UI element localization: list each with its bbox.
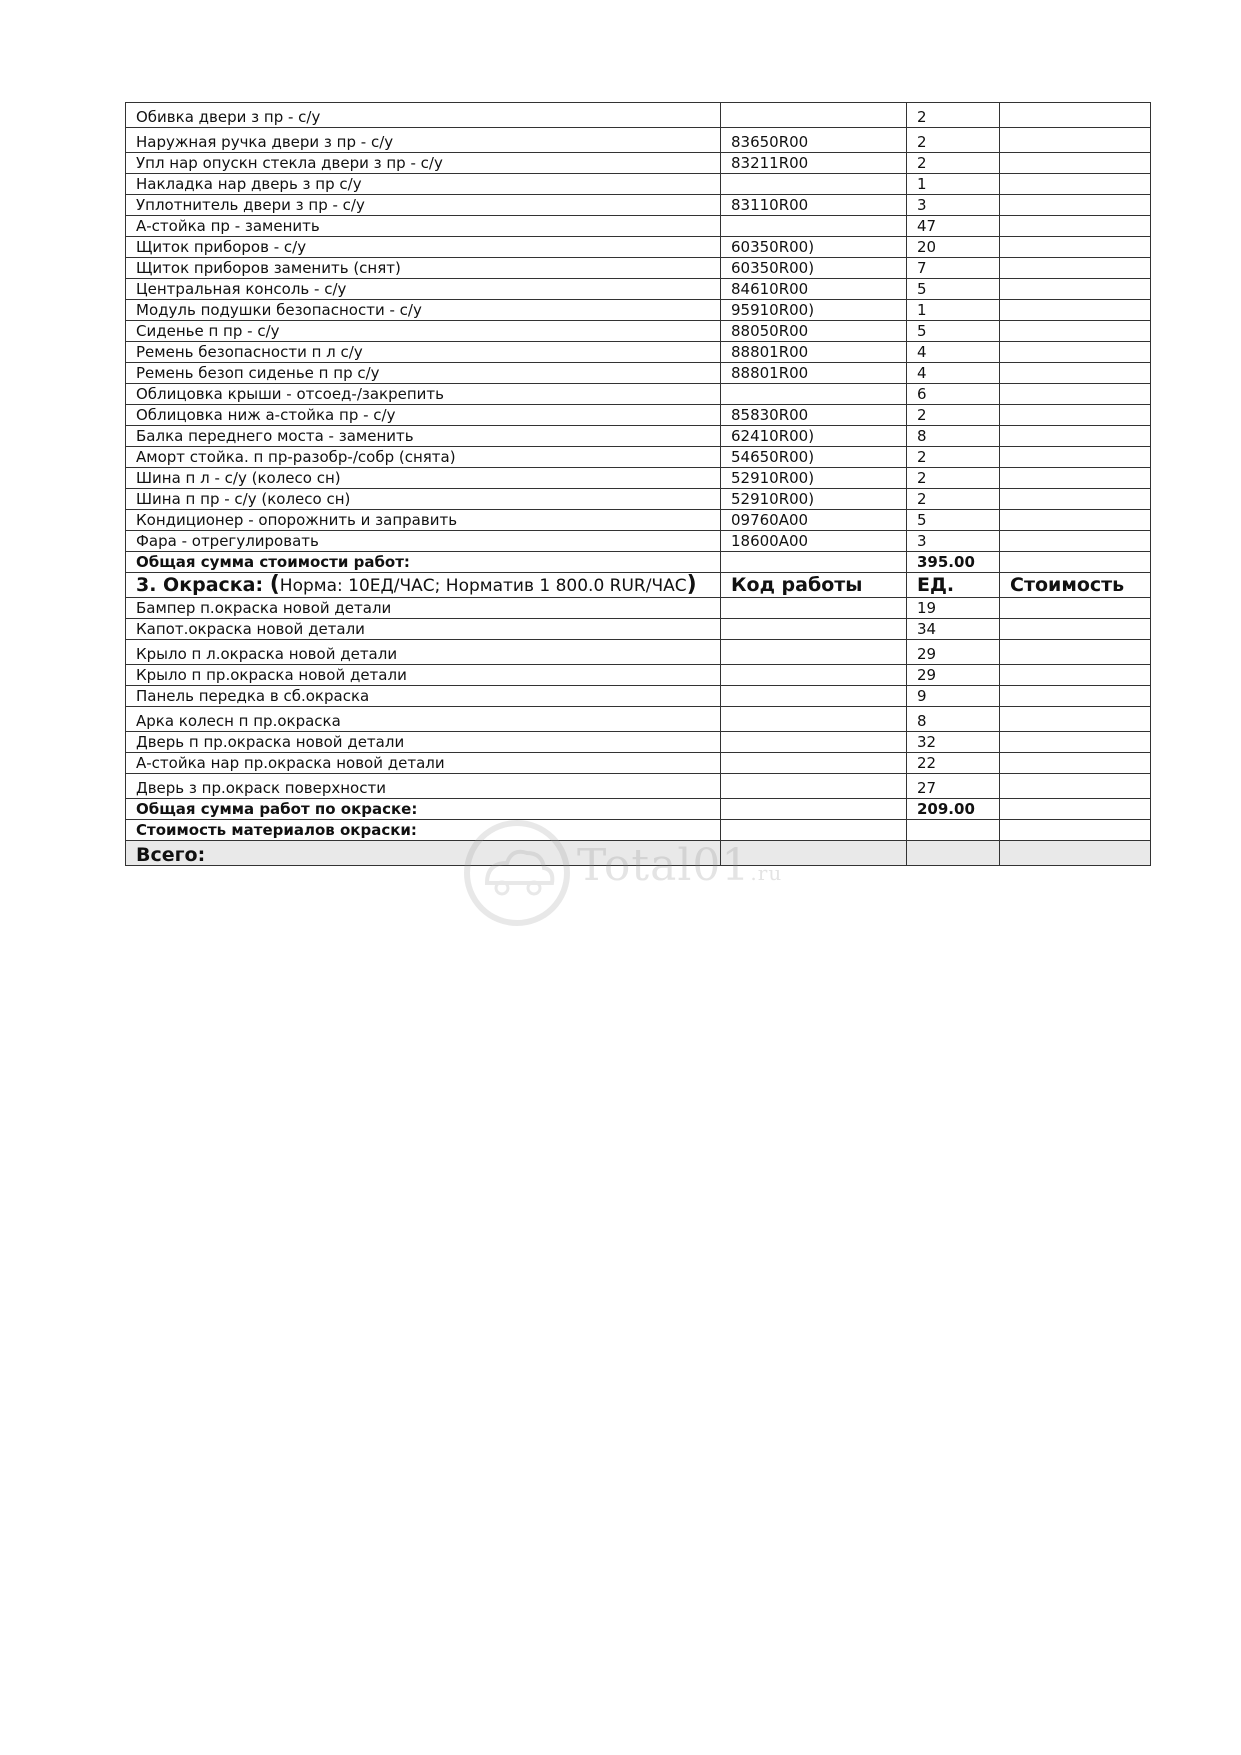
repair-total-value: 395.00 (907, 552, 1000, 573)
paint-units: 22 (907, 753, 1000, 774)
work-cost (1000, 321, 1151, 342)
work-cost (1000, 237, 1151, 258)
table-row (126, 258, 1151, 279)
table-row (126, 447, 1151, 468)
work-name: Шина п л - с/у (колесо сн) (126, 468, 721, 489)
table-row (126, 426, 1151, 447)
work-cost (1000, 531, 1151, 552)
work-units: 1 (907, 300, 1000, 321)
work-code: 88801R00 (721, 342, 907, 363)
work-cost (1000, 128, 1151, 153)
work-cost (1000, 510, 1151, 531)
table-row (126, 300, 1151, 321)
work-cost (1000, 279, 1151, 300)
grand-total-label: Всего: (126, 841, 721, 866)
work-code: 52910R00) (721, 468, 907, 489)
materials-label: Стоимость материалов окраски: (126, 820, 721, 841)
table-row (126, 732, 1151, 753)
table-row (126, 342, 1151, 363)
work-units: 2 (907, 405, 1000, 426)
work-cost (1000, 447, 1151, 468)
paint-section-title: 3. Окраска: (136, 573, 270, 596)
paint-name: Арка колесн п пр.окраска (126, 707, 721, 732)
work-name: Накладка нар дверь з пр с/у (126, 174, 721, 195)
work-cost (1000, 153, 1151, 174)
table-row (126, 195, 1151, 216)
materials-row (126, 820, 1151, 841)
work-cost (1000, 258, 1151, 279)
work-units: 5 (907, 510, 1000, 531)
work-units: 2 (907, 153, 1000, 174)
table-row (126, 321, 1151, 342)
table-row (126, 531, 1151, 552)
table-row (126, 279, 1151, 300)
paint-units: 32 (907, 732, 1000, 753)
table-row (126, 237, 1151, 258)
paren-close: ) (686, 572, 697, 597)
work-cost (1000, 384, 1151, 405)
table-row (126, 598, 1151, 619)
work-name: Фара - отрегулировать (126, 531, 721, 552)
repair-total-row (126, 552, 1151, 573)
work-code: 83110R00 (721, 195, 907, 216)
work-code: 85830R00 (721, 405, 907, 426)
paint-total-value: 209.00 (907, 799, 1000, 820)
table-row (126, 686, 1151, 707)
table-row (126, 405, 1151, 426)
paint-units: 8 (907, 707, 1000, 732)
work-name: Щиток приборов - с/у (126, 237, 721, 258)
work-units: 1 (907, 174, 1000, 195)
watermark-name: Total01 (577, 840, 751, 891)
work-cost (1000, 103, 1151, 128)
work-code (721, 174, 907, 195)
work-name: Аморт стойка. п пр-разобр-/собр (снята) (126, 447, 721, 468)
paint-units: 29 (907, 640, 1000, 665)
work-name: Облицовка крыши - отсоед-/закрепить (126, 384, 721, 405)
paint-section-header (126, 573, 1151, 598)
paint-name: Крыло п л.окраска новой детали (126, 640, 721, 665)
paint-units: 9 (907, 686, 1000, 707)
work-units: 2 (907, 489, 1000, 510)
work-units: 4 (907, 363, 1000, 384)
table-row (126, 665, 1151, 686)
work-units: 47 (907, 216, 1000, 237)
work-code: 95910R00) (721, 300, 907, 321)
paint-norm: Норма: 10ЕД/ЧАС; Норматив 1 800.0 RUR/ЧАС (279, 575, 687, 596)
work-cost (1000, 300, 1151, 321)
grand-total-row (126, 841, 1151, 866)
paint-units: 19 (907, 598, 1000, 619)
table-row (126, 468, 1151, 489)
work-units: 2 (907, 128, 1000, 153)
table-row (126, 174, 1151, 195)
paint-name: Бампер п.окраска новой детали (126, 598, 721, 619)
work-cost (1000, 342, 1151, 363)
watermark-suffix: .ru (750, 861, 783, 885)
table-row (126, 153, 1151, 174)
work-units: 3 (907, 195, 1000, 216)
paint-name: Дверь п пр.окраска новой детали (126, 732, 721, 753)
table-row (126, 640, 1151, 665)
work-units: 2 (907, 447, 1000, 468)
work-units: 2 (907, 468, 1000, 489)
work-name: А-стойка пр - заменить (126, 216, 721, 237)
work-units: 7 (907, 258, 1000, 279)
work-name: Упл нар опускн стекла двери з пр - с/у (126, 153, 721, 174)
work-cost (1000, 174, 1151, 195)
work-code: 62410R00) (721, 426, 907, 447)
work-cost (1000, 216, 1151, 237)
work-name: Центральная консоль - с/у (126, 279, 721, 300)
work-name: Ремень безоп сиденье п пр с/у (126, 363, 721, 384)
table-row (126, 103, 1151, 128)
table-row (126, 753, 1151, 774)
work-cost (1000, 489, 1151, 510)
work-units: 6 (907, 384, 1000, 405)
table-row (126, 510, 1151, 531)
paint-total-label: Общая сумма работ по окраске: (126, 799, 721, 820)
col-code-header: Код работы (721, 573, 907, 598)
paint-units: 34 (907, 619, 1000, 640)
work-units: 20 (907, 237, 1000, 258)
paint-name: Панель передка в сб.окраска (126, 686, 721, 707)
work-units: 8 (907, 426, 1000, 447)
work-code (721, 384, 907, 405)
work-code: 54650R00) (721, 447, 907, 468)
col-cost-header: Стоимость (1000, 573, 1151, 598)
work-cost (1000, 426, 1151, 447)
paint-section-title-cell (126, 573, 721, 598)
table-row (126, 774, 1151, 799)
work-name: Обивка двери з пр - с/у (126, 103, 721, 128)
work-code (721, 216, 907, 237)
work-name: Модуль подушки безопасности - с/у (126, 300, 721, 321)
work-units: 5 (907, 279, 1000, 300)
work-code: 83211R00 (721, 153, 907, 174)
work-code: 88801R00 (721, 363, 907, 384)
work-name: Уплотнитель двери з пр - с/у (126, 195, 721, 216)
work-cost (1000, 468, 1151, 489)
work-code: 88050R00 (721, 321, 907, 342)
table-row (126, 489, 1151, 510)
table-row (126, 128, 1151, 153)
work-code: 60350R00) (721, 237, 907, 258)
paren-open: ( (269, 572, 280, 597)
table-row (126, 384, 1151, 405)
work-name: Облицовка ниж а-стойка пр - с/у (126, 405, 721, 426)
work-units: 4 (907, 342, 1000, 363)
work-code (721, 103, 907, 128)
paint-units: 29 (907, 665, 1000, 686)
col-units-header: ЕД. (907, 573, 1000, 598)
work-code: 18600A00 (721, 531, 907, 552)
work-code: 60350R00) (721, 258, 907, 279)
work-code: 84610R00 (721, 279, 907, 300)
work-name: Щиток приборов заменить (снят) (126, 258, 721, 279)
work-units: 3 (907, 531, 1000, 552)
repair-total-label: Общая сумма стоимости работ: (126, 552, 721, 573)
work-name: Наружная ручка двери з пр - с/у (126, 128, 721, 153)
work-name: Шина п пр - с/у (колесо сн) (126, 489, 721, 510)
table-row (126, 707, 1151, 732)
work-cost (1000, 195, 1151, 216)
work-name: Кондиционер - опорожнить и заправить (126, 510, 721, 531)
work-name: Балка переднего моста - заменить (126, 426, 721, 447)
paint-name: Дверь з пр.окраск поверхности (126, 774, 721, 799)
paint-units: 27 (907, 774, 1000, 799)
work-code: 83650R00 (721, 128, 907, 153)
table-row (126, 363, 1151, 384)
table-row (126, 619, 1151, 640)
estimate-table (125, 102, 1151, 866)
repair-rows (126, 103, 1151, 573)
work-cost (1000, 405, 1151, 426)
work-cost (1000, 363, 1151, 384)
work-name: Сиденье п пр - с/у (126, 321, 721, 342)
paint-name: Крыло п пр.окраска новой детали (126, 665, 721, 686)
work-name: Ремень безопасности п л с/у (126, 342, 721, 363)
work-code: 52910R00) (721, 489, 907, 510)
table-row (126, 216, 1151, 237)
work-code: 09760A00 (721, 510, 907, 531)
paint-name: А-стойка нар пр.окраска новой детали (126, 753, 721, 774)
paint-section (126, 573, 1151, 866)
paint-total-row (126, 799, 1151, 820)
paint-name: Капот.окраска новой детали (126, 619, 721, 640)
work-units: 2 (907, 103, 1000, 128)
work-units: 5 (907, 321, 1000, 342)
